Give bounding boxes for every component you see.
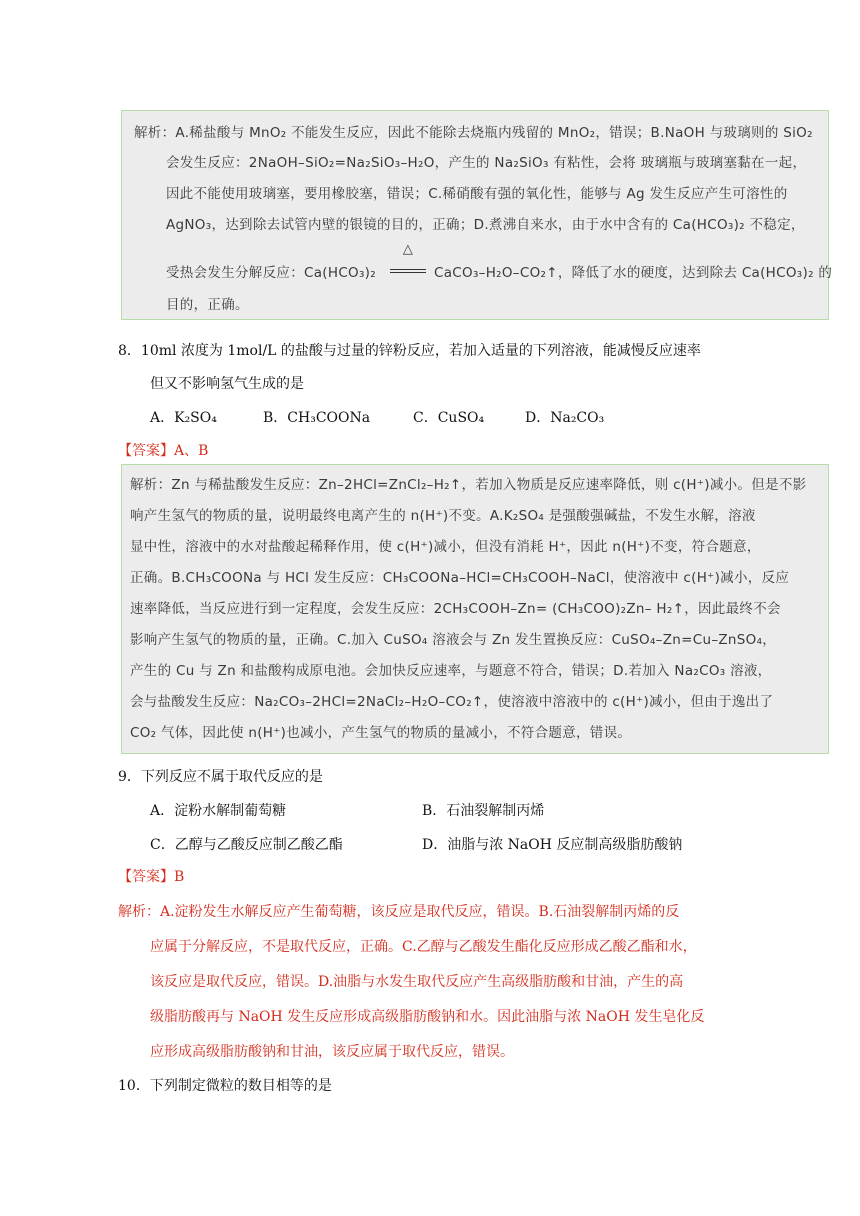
question-9-answer: 【答案】B [118, 869, 185, 885]
explanation-line: 会发生反应：2NaOH–SiO₂=Na₂SiO₃–H₂O，产生的 Na₂SiO₃ 有粘性，会将 玻璃瓶与玻璃塞黏在一起， [166, 155, 807, 171]
option-c: C．乙醇与乙酸反应制乙酸乙酯 [150, 837, 343, 853]
question-10-stem: 10．下列制定微粒的数目相等的是 [118, 1078, 332, 1094]
explanation-line: 显中性，溶液中的水对盐酸起稀释作用，使 c(H⁺)减小，但没有消耗 H⁺，因此 n(H⁺)不变，符合题意， [130, 539, 761, 555]
option-a: A．K₂SO₄ [150, 410, 217, 426]
explanation-line: 因此不能使用玻璃塞，要用橡胶塞，错误；C.稀硝酸有强的氧化性，能够与 Ag 发生反应产生可溶性的 [166, 186, 788, 202]
explanation-image-2 [121, 464, 829, 754]
reaction-equals-sign [390, 269, 426, 273]
explanation-line: 响产生氢气的物质的量，说明最终电离产生的 n(H⁺)不变。A.K₂SO₄ 是强酸强碱盐，不发生水解，溶液 [130, 508, 756, 524]
explanation-line: 会与盐酸发生反应：Na₂CO₃–2HCl=2NaCl₂–H₂O–CO₂↑，使溶液中溶液中的 c(H⁺)减小，但由于逸出了 [130, 694, 774, 710]
explanation-line: 受热会发生分解反应：Ca(HCO₃)₂ [166, 265, 376, 281]
question-8-stem: 8．10ml 浓度为 1mol/L 的盐酸与过量的锌粉反应，若加入适量的下列溶液，能减慢反应速率 [118, 343, 701, 359]
explanation-line: 影响产生氢气的物质的量，正确。C.加入 CuSO₄ 溶液会与 Zn 发生置换反应：CuSO₄–Zn=Cu–ZnSO₄， [130, 632, 777, 648]
explanation-line: 速率降低，当反应进行到一定程度，会发生反应：2CH₃COOH–Zn= (CH₃COO)₂Zn– H₂↑，因此最终不会 [130, 601, 781, 617]
explanation-line: 解析：A.稀盐酸与 MnO₂ 不能发生反应，因此不能除去烧瓶内残留的 MnO₂，错误；B.NaOH 与玻璃则的 SiO₂ [134, 125, 813, 141]
explanation-line: AgNO₃，达到除去试管内壁的银镜的目的，正确；D.煮沸自来水，由于水中含有的 Ca(HCO₃)₂ 不稳定， [166, 217, 805, 233]
question-8-stem-continued: 但又不影响氢气生成的是 [150, 376, 304, 392]
explanation-line: 正确。B.CH₃COONa 与 HCl 发生反应：CH₃COONa–HCl=CH₃COOH–NaCl，使溶液中 c(H⁺)减小，反应 [130, 570, 790, 586]
question-9-stem: 9．下列反应不属于取代反应的是 [118, 769, 323, 785]
heat-symbol: △ [402, 242, 414, 257]
explanation-line: CaCO₃–H₂O–CO₂↑，降低了水的硬度，达到除去 Ca(HCO₃)₂ 的 [434, 265, 833, 281]
question-9-analysis-line: 该反应是取代反应，错误。D.油脂与水发生取代反应产生高级脂肪酸和甘油，产生的高 [150, 974, 684, 990]
option-b: B．CH₃COONa [263, 410, 371, 426]
question-9-analysis-line: 级脂肪酸再与 NaOH 发生反应形成高级脂肪酸钠和水。因此油脂与浓 NaOH 发生皂化反 [150, 1009, 705, 1025]
option-d: D．Na₂CO₃ [525, 410, 605, 426]
option-a: A．淀粉水解制葡萄糖 [150, 803, 287, 819]
explanation-line: 解析：Zn 与稀盐酸发生反应：Zn–2HCl=ZnCl₂–H₂↑，若加入物质是反应速率降低，则 c(H⁺)减小。但是不影 [130, 477, 807, 493]
explanation-image-1 [121, 110, 833, 320]
question-8-answer: 【答案】A、B [118, 443, 209, 459]
option-b: B．石油裂解制丙烯 [422, 803, 545, 819]
explanation-line: 产生的 Cu 与 Zn 和盐酸构成原电池。会加快反应速率，与题意不符合，错误；D.若加入 Na₂CO₃ 溶液， [130, 663, 772, 679]
option-d: D．油脂与浓 NaOH 反应制高级脂肪酸钠 [422, 837, 683, 853]
question-9-analysis-line: 应属于分解反应，不是取代反应，正确。C.乙醇与乙酸发生酯化反应形成乙酸乙酯和水， [150, 939, 697, 955]
option-c: C．CuSO₄ [413, 410, 485, 426]
question-9-analysis-line: 应形成高级脂肪酸钠和甘油，该反应属于取代反应，错误。 [150, 1044, 514, 1060]
explanation-line: CO₂ 气体，因此使 n(H⁺)也减小，产生氢气的物质的量减小，不符合题意，错误。 [130, 725, 632, 741]
question-9-analysis-line: 解析：A.淀粉发生水解反应产生葡萄糖，该反应是取代反应，错误。B.石油裂解制丙烯的反 [118, 904, 680, 920]
explanation-line: 目的，正确。 [166, 297, 249, 313]
